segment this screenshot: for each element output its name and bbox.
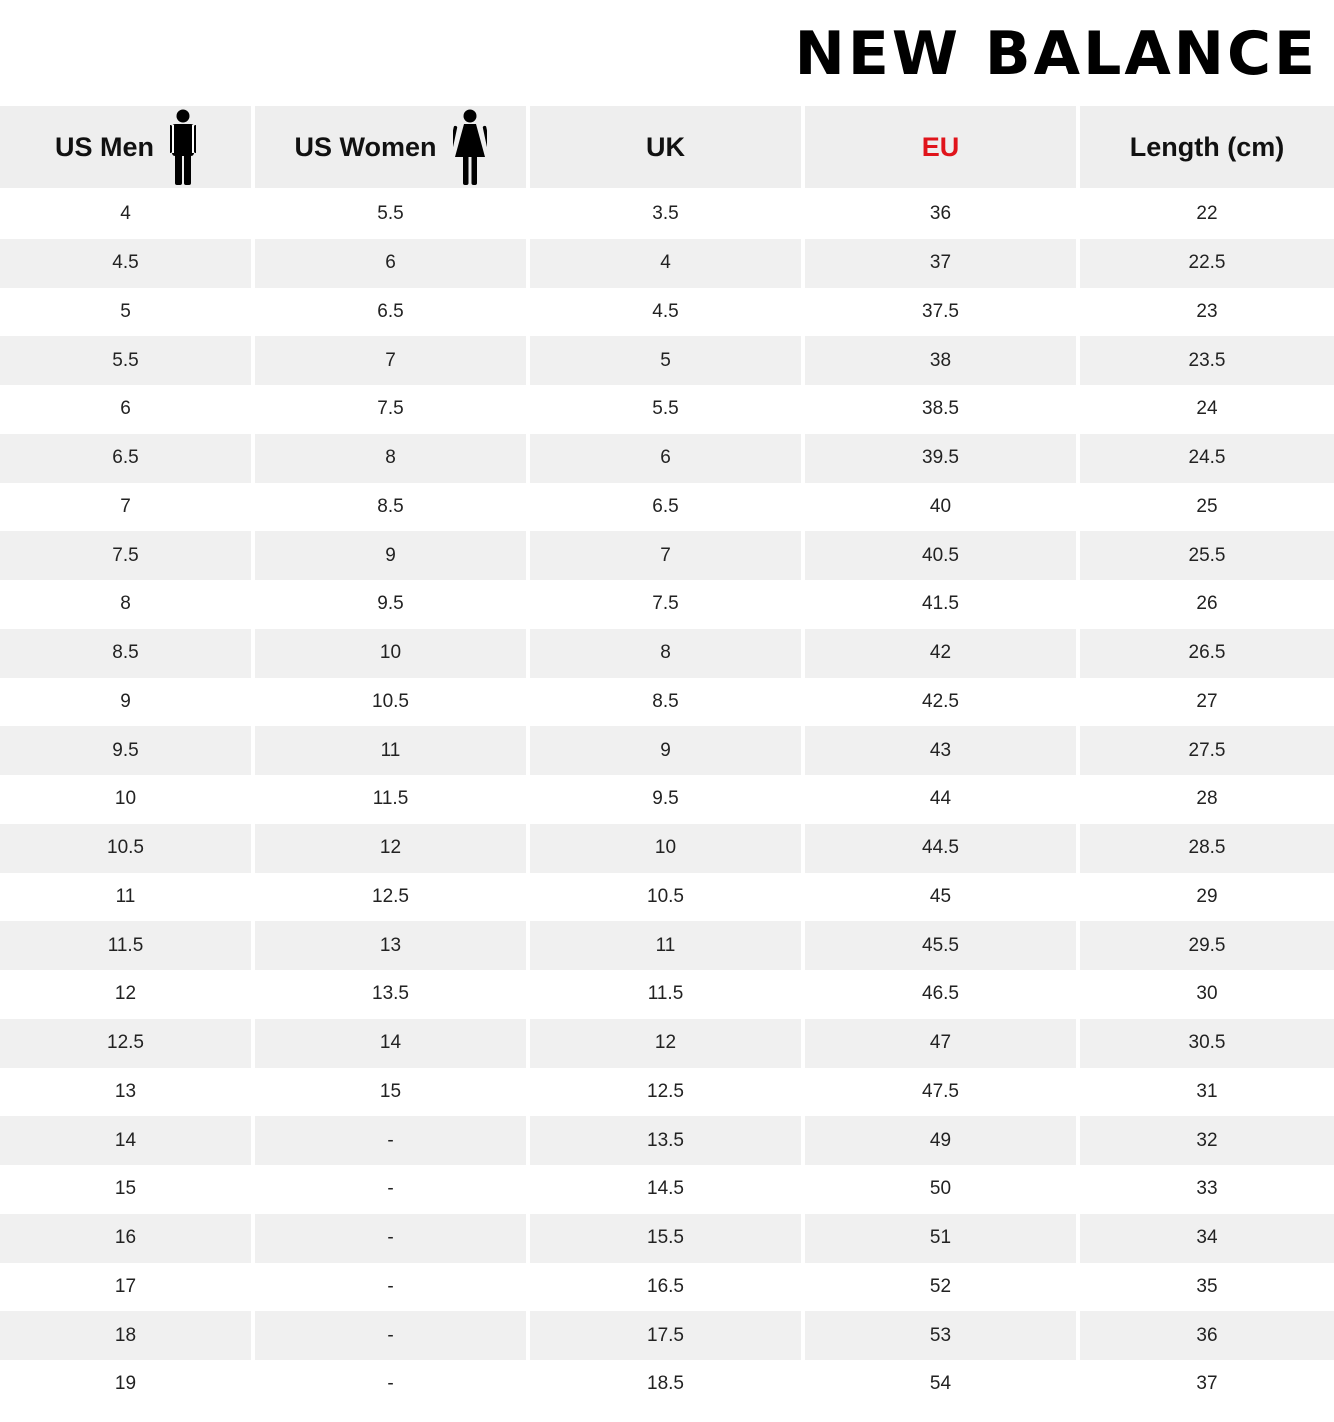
table-row <box>0 1165 1334 1214</box>
header-length <box>1080 106 1334 188</box>
cell-us-men: 5.5 <box>0 336 251 385</box>
cell-us-women: - <box>255 1116 526 1165</box>
cell-us-men: 13 <box>0 1068 251 1117</box>
cell-eu: 53 <box>805 1311 1076 1360</box>
table-row <box>0 1214 1334 1263</box>
cell-us-men: 4.5 <box>0 239 251 288</box>
header-eu <box>805 106 1076 188</box>
cell-us-men: 12.5 <box>0 1019 251 1068</box>
cell-us-men: 4 <box>0 190 251 239</box>
cell-eu: 49 <box>805 1116 1076 1165</box>
cell-us-women: 10.5 <box>255 678 526 727</box>
cell-us-women: 11 <box>255 726 526 775</box>
cell-us-men: 15 <box>0 1165 251 1214</box>
man-icon <box>170 109 196 185</box>
cell-eu: 44.5 <box>805 824 1076 873</box>
cell-length: 28.5 <box>1080 824 1334 873</box>
cell-eu: 47 <box>805 1019 1076 1068</box>
cell-eu: 38 <box>805 336 1076 385</box>
cell-uk: 17.5 <box>530 1311 801 1360</box>
cell-us-women: 13.5 <box>255 970 526 1019</box>
cell-us-women: - <box>255 1165 526 1214</box>
cell-us-women: - <box>255 1214 526 1263</box>
cell-uk: 13.5 <box>530 1116 801 1165</box>
cell-uk: 4.5 <box>530 288 801 337</box>
cell-uk: 9.5 <box>530 775 801 824</box>
cell-uk: 14.5 <box>530 1165 801 1214</box>
cell-us-men: 8.5 <box>0 629 251 678</box>
cell-eu: 37.5 <box>805 288 1076 337</box>
cell-eu: 52 <box>805 1263 1076 1312</box>
cell-eu: 54 <box>805 1360 1076 1409</box>
size-chart-table <box>0 106 1334 1409</box>
header-uk-label: UK <box>646 131 685 162</box>
table-row <box>0 1311 1334 1360</box>
cell-us-women: 7.5 <box>255 385 526 434</box>
cell-uk: 3.5 <box>530 190 801 239</box>
cell-us-men: 14 <box>0 1116 251 1165</box>
cell-us-women: 6.5 <box>255 288 526 337</box>
cell-us-women: 5.5 <box>255 190 526 239</box>
cell-us-women: 11.5 <box>255 775 526 824</box>
cell-length: 23.5 <box>1080 336 1334 385</box>
cell-us-men: 8 <box>0 580 251 629</box>
cell-us-men: 19 <box>0 1360 251 1409</box>
cell-uk: 5.5 <box>530 385 801 434</box>
header-length-label: Length (cm) <box>1129 131 1285 162</box>
cell-length: 29 <box>1080 873 1334 922</box>
table-row <box>0 434 1334 483</box>
header-uk <box>530 106 801 188</box>
cell-uk: 8.5 <box>530 678 801 727</box>
cell-length: 36 <box>1080 1311 1334 1360</box>
cell-length: 28 <box>1080 775 1334 824</box>
cell-us-men: 11 <box>0 873 251 922</box>
cell-length: 31 <box>1080 1068 1334 1117</box>
cell-uk: 9 <box>530 726 801 775</box>
cell-us-men: 6.5 <box>0 434 251 483</box>
cell-us-women: 8 <box>255 434 526 483</box>
cell-eu: 37 <box>805 239 1076 288</box>
cell-length: 22 <box>1080 190 1334 239</box>
cell-eu: 46.5 <box>805 970 1076 1019</box>
cell-us-men: 7.5 <box>0 531 251 580</box>
cell-eu: 50 <box>805 1165 1076 1214</box>
table-row <box>0 531 1334 580</box>
table-row <box>0 483 1334 532</box>
cell-uk: 15.5 <box>530 1214 801 1263</box>
table-row <box>0 678 1334 727</box>
cell-eu: 36 <box>805 190 1076 239</box>
cell-length: 35 <box>1080 1263 1334 1312</box>
cell-uk: 11 <box>530 921 801 970</box>
table-row <box>0 239 1334 288</box>
cell-uk: 7.5 <box>530 580 801 629</box>
cell-length: 30.5 <box>1080 1019 1334 1068</box>
cell-eu: 45.5 <box>805 921 1076 970</box>
cell-us-women: 14 <box>255 1019 526 1068</box>
cell-uk: 12 <box>530 1019 801 1068</box>
cell-eu: 51 <box>805 1214 1076 1263</box>
cell-eu: 42.5 <box>805 678 1076 727</box>
cell-us-men: 6 <box>0 385 251 434</box>
cell-us-men: 18 <box>0 1311 251 1360</box>
table-row <box>0 873 1334 922</box>
cell-length: 22.5 <box>1080 239 1334 288</box>
table-header-row <box>0 106 1334 188</box>
cell-eu: 45 <box>805 873 1076 922</box>
cell-length: 29.5 <box>1080 921 1334 970</box>
cell-length: 37 <box>1080 1360 1334 1409</box>
cell-us-women: 10 <box>255 629 526 678</box>
table-row <box>0 921 1334 970</box>
cell-uk: 11.5 <box>530 970 801 1019</box>
cell-us-women: - <box>255 1360 526 1409</box>
cell-eu: 44 <box>805 775 1076 824</box>
table-row <box>0 385 1334 434</box>
header-us-women <box>255 106 526 188</box>
table-row <box>0 336 1334 385</box>
cell-length: 32 <box>1080 1116 1334 1165</box>
table-row <box>0 726 1334 775</box>
cell-us-men: 17 <box>0 1263 251 1312</box>
cell-uk: 5 <box>530 336 801 385</box>
cell-eu: 39.5 <box>805 434 1076 483</box>
cell-us-women: 9.5 <box>255 580 526 629</box>
woman-icon <box>453 109 487 185</box>
cell-uk: 6 <box>530 434 801 483</box>
cell-length: 33 <box>1080 1165 1334 1214</box>
table-row <box>0 1068 1334 1117</box>
table-row <box>0 190 1334 239</box>
cell-uk: 6.5 <box>530 483 801 532</box>
cell-uk: 8 <box>530 629 801 678</box>
cell-uk: 10 <box>530 824 801 873</box>
cell-us-men: 16 <box>0 1214 251 1263</box>
cell-eu: 47.5 <box>805 1068 1076 1117</box>
cell-us-women: 15 <box>255 1068 526 1117</box>
cell-us-women: 12 <box>255 824 526 873</box>
cell-eu: 40.5 <box>805 531 1076 580</box>
cell-us-women: - <box>255 1263 526 1312</box>
cell-uk: 4 <box>530 239 801 288</box>
cell-us-women: - <box>255 1311 526 1360</box>
table-row <box>0 1116 1334 1165</box>
table-row <box>0 580 1334 629</box>
cell-length: 24.5 <box>1080 434 1334 483</box>
cell-length: 30 <box>1080 970 1334 1019</box>
table-row <box>0 288 1334 337</box>
cell-us-women: 7 <box>255 336 526 385</box>
header-us-men <box>0 106 251 188</box>
table-body <box>0 190 1334 1409</box>
table-row <box>0 824 1334 873</box>
cell-eu: 38.5 <box>805 385 1076 434</box>
cell-uk: 18.5 <box>530 1360 801 1409</box>
cell-uk: 7 <box>530 531 801 580</box>
table-row <box>0 1019 1334 1068</box>
cell-eu: 41.5 <box>805 580 1076 629</box>
cell-eu: 43 <box>805 726 1076 775</box>
cell-length: 25 <box>1080 483 1334 532</box>
cell-us-men: 9.5 <box>0 726 251 775</box>
cell-us-women: 12.5 <box>255 873 526 922</box>
brand-title: NEW BALANCE <box>794 19 1318 89</box>
cell-length: 27 <box>1080 678 1334 727</box>
cell-us-men: 5 <box>0 288 251 337</box>
cell-us-men: 10 <box>0 775 251 824</box>
cell-us-women: 8.5 <box>255 483 526 532</box>
cell-us-women: 13 <box>255 921 526 970</box>
cell-us-women: 9 <box>255 531 526 580</box>
header-us-women-label: US Women <box>294 131 437 162</box>
table-row <box>0 1360 1334 1409</box>
cell-length: 23 <box>1080 288 1334 337</box>
cell-eu: 42 <box>805 629 1076 678</box>
cell-uk: 16.5 <box>530 1263 801 1312</box>
cell-length: 27.5 <box>1080 726 1334 775</box>
cell-us-men: 7 <box>0 483 251 532</box>
cell-us-men: 12 <box>0 970 251 1019</box>
cell-us-men: 11.5 <box>0 921 251 970</box>
cell-length: 24 <box>1080 385 1334 434</box>
table-row <box>0 1263 1334 1312</box>
header-us-men-label: US Men <box>54 131 154 162</box>
cell-length: 26 <box>1080 580 1334 629</box>
cell-us-men: 9 <box>0 678 251 727</box>
cell-length: 25.5 <box>1080 531 1334 580</box>
table-row <box>0 629 1334 678</box>
cell-uk: 10.5 <box>530 873 801 922</box>
cell-length: 26.5 <box>1080 629 1334 678</box>
header-eu-label: EU <box>921 131 960 162</box>
cell-uk: 12.5 <box>530 1068 801 1117</box>
cell-length: 34 <box>1080 1214 1334 1263</box>
cell-us-men: 10.5 <box>0 824 251 873</box>
table-row <box>0 775 1334 824</box>
cell-eu: 40 <box>805 483 1076 532</box>
table-row <box>0 970 1334 1019</box>
cell-us-women: 6 <box>255 239 526 288</box>
